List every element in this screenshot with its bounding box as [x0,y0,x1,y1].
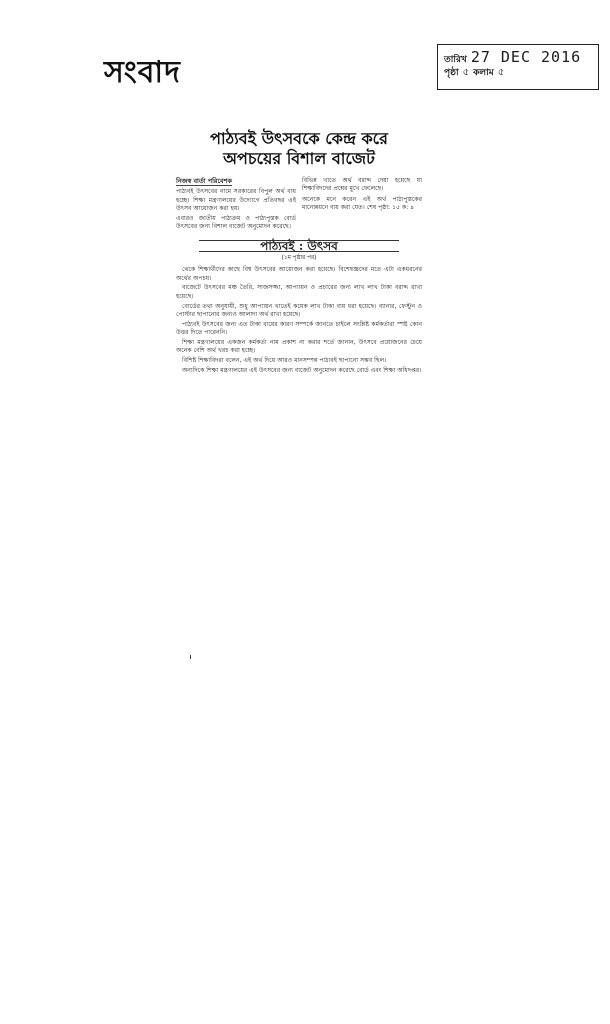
stamp-column-value: ৫ [497,66,505,78]
article-body [176,266,422,375]
paragraph: বাজেটে উৎসবের মঞ্চ তৈরি, সাজসজ্জা, আপ্যায়ন ও প্রচারের জন্য লাখ লাখ টাকা বরাদ্দ রাখা হয়েছে। [176,284,422,300]
paragraph: অনেকে মনে করেন এই অর্থ পাঠ্যপুস্তকের মানোন্নয়নে ব্যয় করা যেত। শেষ পৃষ্ঠা: ১৫ ক: ৪ [302,195,422,211]
paragraph: বিভিন্ন খাতে অর্থ বরাদ্দ দেয়া হয়েছে যা শিক্ষাবিদদের প্রশ্নের মুখে ফেলেছে। [302,177,422,193]
headline-line-2: অপচয়ের বিশাল বাজেট [223,149,375,168]
paragraph: থেকে শিক্ষার্থীদের কাছে বিশ্ব উৎসবের আয়োজন করা হয়েছে। বিশেষজ্ঞদের মতে এটা একধরনের অর্থের অপচয়। [176,266,422,282]
paragraph: অন্যদিকে শিক্ষা মন্ত্রণালয়ের এই উৎসবের জন্য বাজেট অনুমোদন করেছে বোর্ড এবং শিক্ষা অধিদপ্তর। [182,366,422,374]
stamp-page-row [444,67,592,80]
article-column-right [302,177,422,234]
stamp-column-label: কলাম [473,67,494,78]
paragraph: পাঠ্যবই উৎসবের নামে সরকারের বিপুল অর্থ ব্যয় হচ্ছে। শিক্ষা মন্ত্রণালয়ের উদ্যোগে প্রতিবছর এই উৎসব আয়োজন করা হয়। [176,188,296,212]
archive-stamp [437,44,599,90]
stamp-page-value: ৫ [462,66,470,78]
scan-mark [190,655,191,659]
article-clipping [176,125,422,376]
article-column-left [176,177,296,234]
paragraph: শিক্ষা মন্ত্রণালয়ের একজন কর্মকর্তা নাম প্রকাশ না করার শর্তে জানান, উৎসবে প্রয়োজনের চেয়ে অনেক বেশি অর্থ খরচ করা হচ্ছে। [176,338,422,355]
stamp-date: 27 DEC 2016 [470,48,582,66]
stamp-date-row [444,48,592,67]
continuation-title: পাঠ্যবই : উৎসব [199,240,399,252]
article-headline [176,129,422,169]
stamp-page-label: পৃষ্ঠা [444,67,459,78]
paragraph: পাঠ্যবই উৎসবের জন্য এত টাকা ব্যয়ের কারণ সম্পর্কে জানতে চাইলে সংশ্লিষ্ট কর্মকর্তারা স্পষ্ট কোন উত্তর দিতে পারেননি। [176,320,422,336]
newspaper-masthead: সংবাদ [104,55,181,90]
continuation-from: (১ম পৃষ্ঠার পর) [281,255,317,262]
headline-line-1: পাঠ্যবই উৎসবকে কেন্দ্র করে [210,129,388,148]
stamp-date-label: তারিখ [444,55,467,65]
paragraph: বিশিষ্ট শিক্ষাবিদরা বলেন, এই অর্থ দিয়ে আরও মানসম্পন্ন পাঠ্যবই ছাপানো সম্ভব ছিল। [182,356,387,364]
article-columns [176,177,422,234]
paragraph: এবারও জাতীয় পাঠ্যক্রম ও পাঠ্যপুস্তক বোর্ড উৎসবের জন্য বিশাল বাজেট অনুমোদন করেছে। [176,215,296,231]
article-byline: নিজস্ব বার্তা পরিবেশক [176,177,232,185]
paragraph: বোর্ডের তথ্য অনুযায়ী, শুধু আপ্যায়ন খাতেই কয়েক লাখ টাকা ব্যয় ধরা হয়েছে। ব্যানার, ফেস্টুন ও পোস্টার ছাপানোর জন্যও আলাদা অর্থ রাখা হয়েছে। [176,302,422,318]
